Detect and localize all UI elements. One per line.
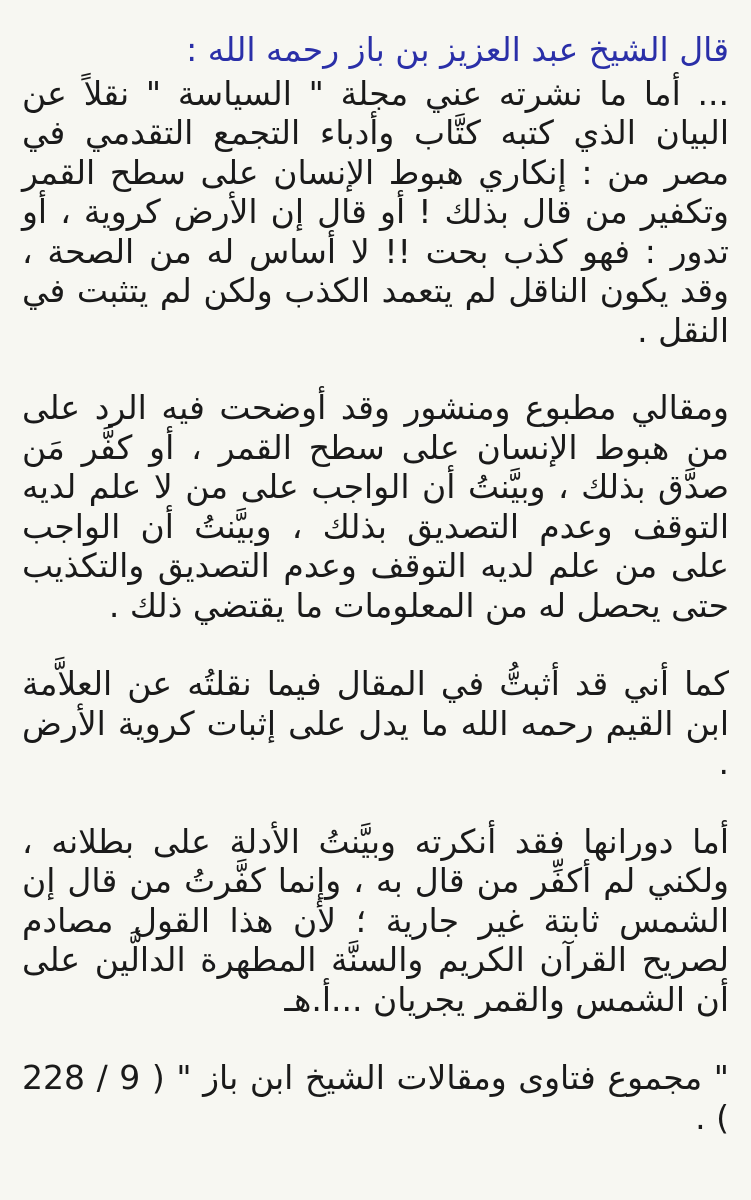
article-body bbox=[22, 30, 729, 1137]
paragraph-2: ومقالي مطبوع ومنشور وقد أوضحت فيه الرد على من هبوط الإنسان على سطح القمر ، أو كفَّر مَن صدَّق بذلك ، وبيَّنتُ أن الواجب على من لا علم لديه التوقف وعدم التصديق بذلك ، وبيَّنتُ أن الواجب على من علم لديه التوقف وعدم التصديق والتكذيب حتى يحصل له من المعلومات ما يقتضي ذلك . bbox=[22, 388, 729, 625]
source-reference: " مجموع فتاوى ومقالات الشيخ ابن باز " ( 9 / 228 ) . bbox=[22, 1058, 729, 1137]
quote-heading: قال الشيخ عبد العزيز بن باز رحمه الله : bbox=[186, 30, 729, 69]
paragraph-3: كما أني قد أثبتُّ في المقال فيما نقلتُه عن العلاَّمة ابن القيم رحمه الله ما يدل على إثبات كروية الأرض . bbox=[22, 664, 729, 782]
paragraph-1: ... أما ما نشرته عني مجلة " السياسة " نقلاً عن البيان الذي كتبه كتَّاب وأدباء التجمع التقدمي في مصر من : إنكاري هبوط الإنسان على سطح القمر وتكفير من قال بذلك ! أو قال إن الأرض كروية ، أو تدور : فهو كذب بحت !! لا أساس له من الصحة ، وقد يكون الناقل لم يتعمد الكذب ولكن لم يتثبت في النقل . bbox=[22, 73, 729, 350]
paragraph-4: أما دورانها فقد أنكرته وبيَّنتُ الأدلة على بطلانه ، ولكني لم أكفِّر من قال به ، وإنما كفَّرتُ من قال إن الشمس ثابتة غير جارية ؛ لأن هذا القول مصادم لصريح القرآن الكريم والسنَّة المطهرة الدالَّين على أن الشمس والقمر يجريان ...أ.هـ bbox=[22, 821, 729, 1019]
